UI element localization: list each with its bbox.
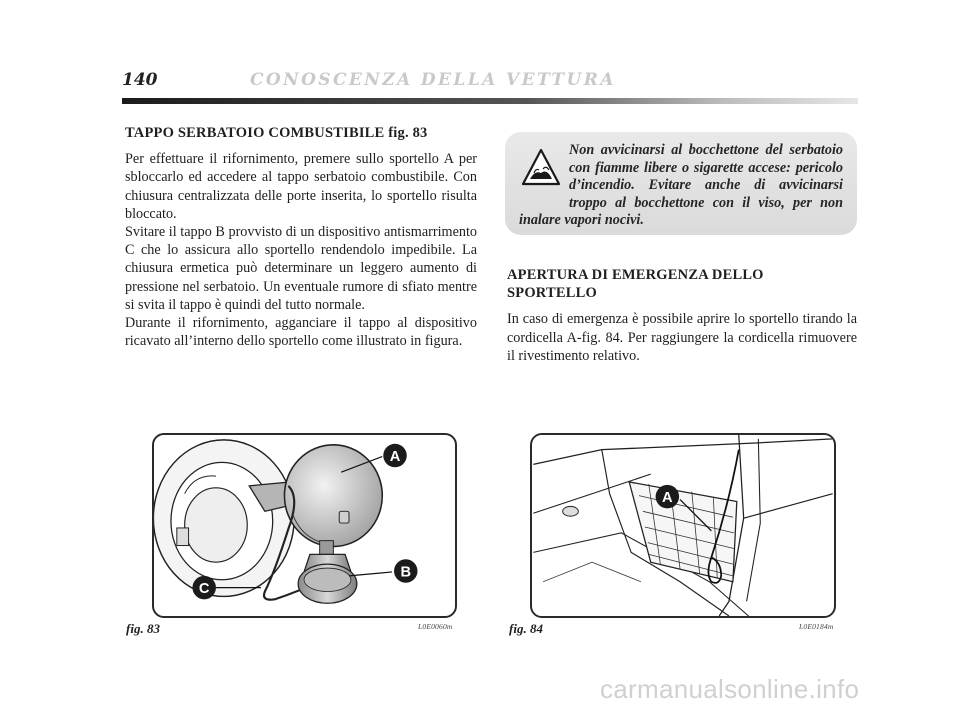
running-header: CONOSCENZA DELLA VETTURA	[250, 70, 616, 90]
callout-a	[383, 444, 406, 467]
left-column	[125, 124, 477, 350]
section-heading-emergency-opening: APERTURA DI EMERGENZA DELLO SPORTELLO	[507, 267, 764, 302]
figure-84	[530, 433, 836, 618]
svg-text:B: B	[400, 564, 412, 581]
paragraph: In caso di emergenza è possibile aprire lo sportello tirando la cordicella A-fig. 84. Per raggiungere la cordicella rimuovere il rivestimento relativo.	[507, 311, 857, 364]
right-column	[507, 266, 857, 365]
figure-caption-83: fig. 83	[126, 621, 160, 636]
paragraph: Per effettuare il rifornimento, premere sullo sportello A per sbloccarlo ed accedere al tappo serbatoio combustibile. Con chiusura centralizzata delle porte inserita, lo sportello risulta bloccato.	[125, 151, 477, 222]
callout-b	[394, 559, 417, 582]
figure-code-83: L0E0060m	[418, 622, 453, 631]
trunk-cord-illustration	[532, 435, 834, 616]
svg-text:C: C	[198, 581, 210, 598]
warning-box	[505, 132, 857, 235]
figure-code-84: L0E0184m	[799, 622, 834, 631]
page-number: 140	[122, 70, 158, 90]
paragraph: Svitare il tappo B provvisto di un dispositivo antismarrimento C che lo assicura allo sportello rendendolo impedibile. La chiusura ermetica può determinare un leggero aumento di pressione nel serbatoio. Un eventuale rumore di sfiato mentre si svita il tappo è quindi del tutto normale.	[125, 224, 477, 313]
callout-c	[192, 576, 215, 599]
header-rule	[122, 98, 858, 104]
svg-text:A: A	[389, 448, 401, 465]
fuel-cap-illustration	[154, 435, 455, 616]
figure-83	[152, 433, 457, 618]
callout-a	[656, 485, 679, 508]
section-heading-fuel-cap: TAPPO SERBATOIO COMBUSTIBILE fig. 83	[125, 125, 428, 141]
svg-text:A: A	[662, 490, 673, 507]
warning-triangle-icon	[519, 144, 563, 196]
warning-text: Non avvicinarsi al bocchettone del serbatoio con fiamme libere o sigarette accese: pericolo d’incendio. Evitare anche di avvicinarsi troppo al bocchettone con il viso, per non inalare vapori nocivi.	[519, 142, 843, 229]
watermark: carmanualsonline.info	[600, 674, 860, 704]
paragraph: Durante il rifornimento, agganciare il tappo al dispositivo ricavato all’interno dello sportello come illustrato in figura.	[125, 315, 477, 350]
figure-caption-84: fig. 84	[509, 621, 543, 636]
